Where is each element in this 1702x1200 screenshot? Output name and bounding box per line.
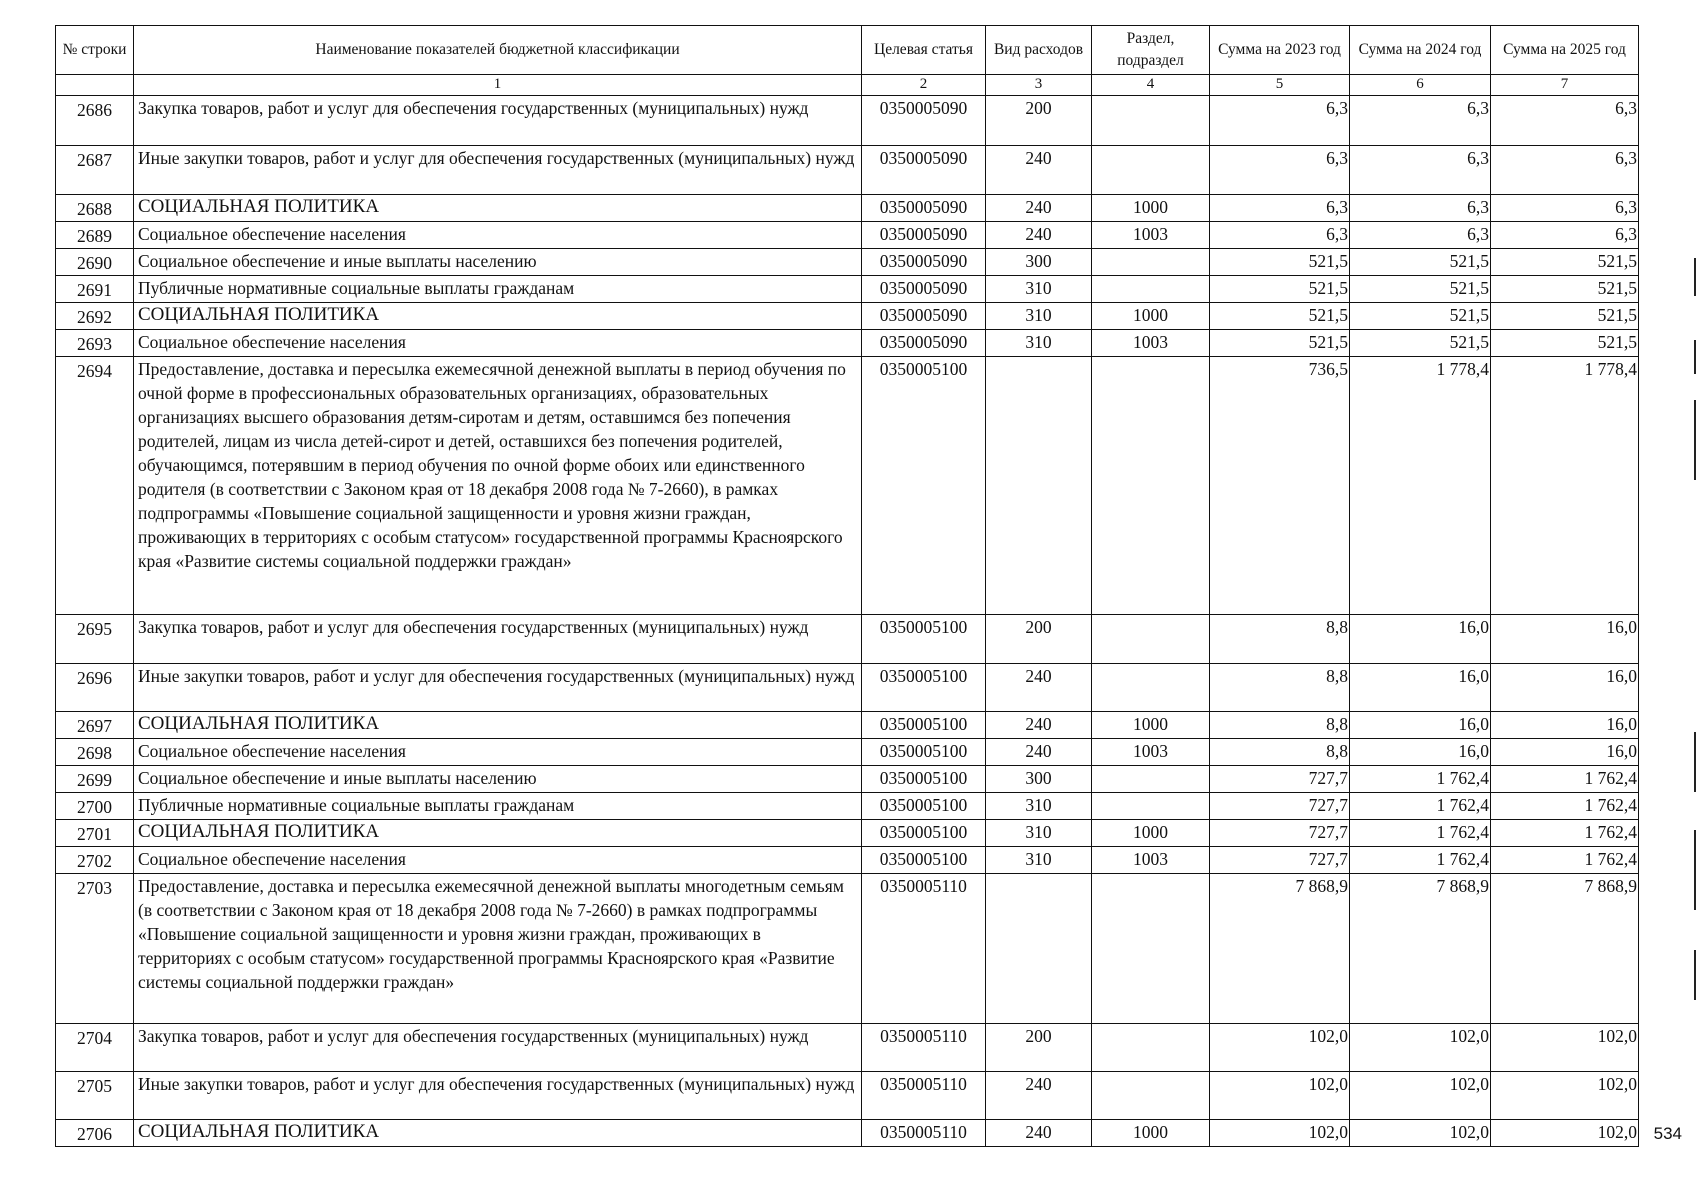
- row-section: 1003: [1092, 847, 1210, 874]
- table-row: [56, 222, 1639, 249]
- row-sum-2023: 8,8: [1210, 615, 1350, 664]
- row-name: Закупка товаров, работ и услуг для обеспечения государственных (муниципальных) нужд: [134, 1024, 862, 1072]
- header-sum-2023: Сумма на 2023 год: [1210, 26, 1350, 75]
- table-row: [56, 793, 1639, 820]
- row-expense-type: 240: [986, 1120, 1092, 1147]
- page-number: 534: [1653, 1124, 1682, 1143]
- row-target-code: 0350005100: [862, 766, 986, 793]
- row-sum-2025: 6,3: [1491, 146, 1639, 195]
- table-row: [56, 303, 1639, 330]
- row-section: [1092, 874, 1210, 1024]
- table-row: [56, 874, 1639, 1024]
- table-row: [56, 330, 1639, 357]
- row-number: 2694: [56, 357, 134, 615]
- header-row: [56, 26, 1639, 75]
- row-section: 1000: [1092, 303, 1210, 330]
- row-sum-2025: 7 868,9: [1491, 874, 1639, 1024]
- row-sum-2023: 7 868,9: [1210, 874, 1350, 1024]
- row-sum-2025: 6,3: [1491, 195, 1639, 222]
- row-section: 1000: [1092, 1120, 1210, 1147]
- row-name: Закупка товаров, работ и услуг для обеспечения государственных (муниципальных) нужд: [134, 96, 862, 146]
- row-number: 2704: [56, 1024, 134, 1072]
- row-sum-2023: 727,7: [1210, 847, 1350, 874]
- row-target-code: 0350005110: [862, 1120, 986, 1147]
- row-expense-type: 310: [986, 303, 1092, 330]
- row-sum-2025: 521,5: [1491, 303, 1639, 330]
- row-expense-type: 310: [986, 820, 1092, 847]
- table-row: [56, 664, 1639, 712]
- row-expense-type: 240: [986, 222, 1092, 249]
- column-number-row: [56, 75, 1639, 96]
- row-sum-2023: 736,5: [1210, 357, 1350, 615]
- budget-table: [55, 25, 1639, 1147]
- column-number: 2: [862, 75, 986, 96]
- row-target-code: 0350005110: [862, 1024, 986, 1072]
- row-number: 2692: [56, 303, 134, 330]
- row-expense-type: [986, 874, 1092, 1024]
- row-sum-2023: 6,3: [1210, 195, 1350, 222]
- row-number: 2687: [56, 146, 134, 195]
- row-name: Социальное обеспечение и иные выплаты населению: [134, 766, 862, 793]
- row-expense-type: 240: [986, 1072, 1092, 1120]
- table-row: [56, 820, 1639, 847]
- row-sum-2025: 16,0: [1491, 739, 1639, 766]
- table-row: [56, 615, 1639, 664]
- row-sum-2024: 6,3: [1350, 195, 1491, 222]
- row-name: Публичные нормативные социальные выплаты гражданам: [134, 793, 862, 820]
- row-expense-type: 200: [986, 615, 1092, 664]
- row-sum-2023: 8,8: [1210, 664, 1350, 712]
- column-number: 3: [986, 75, 1092, 96]
- row-sum-2023: 521,5: [1210, 330, 1350, 357]
- row-section: [1092, 276, 1210, 303]
- row-sum-2025: 16,0: [1491, 615, 1639, 664]
- row-section: [1092, 249, 1210, 276]
- row-target-code: 0350005110: [862, 1072, 986, 1120]
- header-section: Раздел, подраздел: [1092, 26, 1210, 75]
- row-target-code: 0350005100: [862, 847, 986, 874]
- row-sum-2024: 6,3: [1350, 96, 1491, 146]
- row-sum-2023: 521,5: [1210, 276, 1350, 303]
- row-number: 2689: [56, 222, 134, 249]
- row-number: 2706: [56, 1120, 134, 1147]
- scan-edge-mark: [1694, 258, 1696, 296]
- row-section: [1092, 1072, 1210, 1120]
- row-sum-2025: 6,3: [1491, 222, 1639, 249]
- row-number: 2705: [56, 1072, 134, 1120]
- row-sum-2025: 102,0: [1491, 1120, 1639, 1147]
- row-sum-2023: 727,7: [1210, 820, 1350, 847]
- table-row: [56, 1120, 1639, 1147]
- scan-edge-mark: [1694, 340, 1696, 374]
- table-body: [56, 96, 1639, 1147]
- row-sum-2023: 102,0: [1210, 1072, 1350, 1120]
- table-row: [56, 276, 1639, 303]
- row-sum-2023: 6,3: [1210, 222, 1350, 249]
- row-name: Предоставление, доставка и пересылка ежемесячной денежной выплаты в период обучения по очной форме в профессиональных образовательных организациях, образовательных организациях высшего образования детям-сиротам и детям, оставшимся без попечения родителей, лицам из числа детей-сирот и детей, оставшихся без попечения родителей, обучающимся, потерявшим в период обучения по очной форме обоих или единственного родителя (в соответствии с Законом края от 18 декабря 2008 года № 7-2660), в рамках подпрограммы «Повышение социальной защищенности и уровня жизни граждан, проживающих в территориях с особым статусом» государственной программы Красноярского края «Развитие системы социальной поддержки граждан»: [134, 357, 862, 615]
- scan-edge-mark: [1694, 400, 1696, 480]
- row-sum-2024: 1 762,4: [1350, 847, 1491, 874]
- row-sum-2025: 1 778,4: [1491, 357, 1639, 615]
- row-target-code: 0350005100: [862, 664, 986, 712]
- row-expense-type: 310: [986, 276, 1092, 303]
- row-sum-2024: 16,0: [1350, 615, 1491, 664]
- row-number: 2691: [56, 276, 134, 303]
- row-sum-2024: 6,3: [1350, 222, 1491, 249]
- row-section: [1092, 766, 1210, 793]
- row-sum-2024: 16,0: [1350, 664, 1491, 712]
- column-number: 5: [1210, 75, 1350, 96]
- column-number: 6: [1350, 75, 1491, 96]
- row-sum-2025: 102,0: [1491, 1072, 1639, 1120]
- header-name: Наименование показателей бюджетной классификации: [134, 26, 862, 75]
- row-target-code: 0350005090: [862, 146, 986, 195]
- row-number: 2693: [56, 330, 134, 357]
- row-sum-2024: 521,5: [1350, 330, 1491, 357]
- row-sum-2024: 102,0: [1350, 1072, 1491, 1120]
- row-section: [1092, 1024, 1210, 1072]
- row-section: 1000: [1092, 712, 1210, 739]
- row-sum-2024: 7 868,9: [1350, 874, 1491, 1024]
- row-sum-2025: 521,5: [1491, 330, 1639, 357]
- row-sum-2024: 102,0: [1350, 1120, 1491, 1147]
- row-sum-2023: 6,3: [1210, 146, 1350, 195]
- column-number: 1: [134, 75, 862, 96]
- header-target: Целевая статья: [862, 26, 986, 75]
- row-name: Предоставление, доставка и пересылка ежемесячной денежной выплаты многодетным семьям (в соответствии с Законом края от 18 декабря 2008 года № 7-2660) в рамках подпрограммы «Повышение социальной защищенности и уровня жизни граждан, проживающих в территориях с особым статусом» государственной программы Красноярского края «Развитие системы социальной поддержки граждан»: [134, 874, 862, 1024]
- row-section: [1092, 357, 1210, 615]
- row-expense-type: 240: [986, 739, 1092, 766]
- row-sum-2025: 1 762,4: [1491, 766, 1639, 793]
- row-name: Социальное обеспечение населения: [134, 222, 862, 249]
- row-sum-2023: 727,7: [1210, 766, 1350, 793]
- row-number: 2701: [56, 820, 134, 847]
- row-target-code: 0350005100: [862, 712, 986, 739]
- header-row-no: № строки: [56, 26, 134, 75]
- row-sum-2024: 16,0: [1350, 739, 1491, 766]
- row-name: СОЦИАЛЬНАЯ ПОЛИТИКА: [134, 195, 862, 222]
- row-sum-2025: 521,5: [1491, 276, 1639, 303]
- row-sum-2024: 102,0: [1350, 1024, 1491, 1072]
- row-section: 1003: [1092, 330, 1210, 357]
- row-sum-2025: 16,0: [1491, 664, 1639, 712]
- row-sum-2024: 1 762,4: [1350, 820, 1491, 847]
- row-number: 2690: [56, 249, 134, 276]
- row-name: СОЦИАЛЬНАЯ ПОЛИТИКА: [134, 820, 862, 847]
- row-target-code: 0350005100: [862, 615, 986, 664]
- row-expense-type: 310: [986, 847, 1092, 874]
- table-row: [56, 1024, 1639, 1072]
- table-row: [56, 712, 1639, 739]
- row-name: СОЦИАЛЬНАЯ ПОЛИТИКА: [134, 1120, 862, 1147]
- row-section: [1092, 96, 1210, 146]
- table-row: [56, 96, 1639, 146]
- row-sum-2025: 1 762,4: [1491, 793, 1639, 820]
- row-sum-2025: 1 762,4: [1491, 820, 1639, 847]
- row-sum-2023: 6,3: [1210, 96, 1350, 146]
- table-row: [56, 357, 1639, 615]
- row-sum-2023: 521,5: [1210, 303, 1350, 330]
- row-target-code: 0350005100: [862, 739, 986, 766]
- row-sum-2024: 1 762,4: [1350, 766, 1491, 793]
- row-sum-2025: 16,0: [1491, 712, 1639, 739]
- scan-edge-mark: [1694, 830, 1696, 910]
- row-number: 2695: [56, 615, 134, 664]
- row-number: 2697: [56, 712, 134, 739]
- table-row: [56, 195, 1639, 222]
- header-sum-2024: Сумма на 2024 год: [1350, 26, 1491, 75]
- row-number: 2686: [56, 96, 134, 146]
- row-section: [1092, 615, 1210, 664]
- row-number: 2698: [56, 739, 134, 766]
- row-section: [1092, 664, 1210, 712]
- header-type: Вид расходов: [986, 26, 1092, 75]
- row-expense-type: 200: [986, 1024, 1092, 1072]
- row-name: Социальное обеспечение населения: [134, 739, 862, 766]
- table-row: [56, 766, 1639, 793]
- row-sum-2023: 727,7: [1210, 793, 1350, 820]
- row-target-code: 0350005090: [862, 303, 986, 330]
- row-section: 1000: [1092, 820, 1210, 847]
- row-number: 2703: [56, 874, 134, 1024]
- row-sum-2024: 6,3: [1350, 146, 1491, 195]
- row-name: Социальное обеспечение населения: [134, 330, 862, 357]
- row-name: Иные закупки товаров, работ и услуг для обеспечения государственных (муниципальных) нужд: [134, 146, 862, 195]
- column-number-blank: [56, 75, 134, 96]
- row-expense-type: 200: [986, 96, 1092, 146]
- table-row: [56, 146, 1639, 195]
- row-expense-type: 240: [986, 195, 1092, 222]
- row-expense-type: [986, 357, 1092, 615]
- table-row: [56, 739, 1639, 766]
- row-target-code: 0350005090: [862, 249, 986, 276]
- row-sum-2024: 521,5: [1350, 276, 1491, 303]
- row-target-code: 0350005090: [862, 222, 986, 249]
- row-section: 1000: [1092, 195, 1210, 222]
- row-sum-2023: 8,8: [1210, 712, 1350, 739]
- row-name: Иные закупки товаров, работ и услуг для обеспечения государственных (муниципальных) нужд: [134, 664, 862, 712]
- row-sum-2024: 1 778,4: [1350, 357, 1491, 615]
- row-expense-type: 310: [986, 330, 1092, 357]
- row-section: [1092, 793, 1210, 820]
- row-target-code: 0350005110: [862, 874, 986, 1024]
- row-number: 2688: [56, 195, 134, 222]
- row-sum-2025: 1 762,4: [1491, 847, 1639, 874]
- row-expense-type: 300: [986, 766, 1092, 793]
- column-number: 4: [1092, 75, 1210, 96]
- row-expense-type: 240: [986, 146, 1092, 195]
- table-row: [56, 1072, 1639, 1120]
- row-section: 1003: [1092, 222, 1210, 249]
- row-sum-2024: 1 762,4: [1350, 793, 1491, 820]
- row-name: Закупка товаров, работ и услуг для обеспечения государственных (муниципальных) нужд: [134, 615, 862, 664]
- row-name: Иные закупки товаров, работ и услуг для обеспечения государственных (муниципальных) нужд: [134, 1072, 862, 1120]
- row-name: Социальное обеспечение населения: [134, 847, 862, 874]
- row-name: Социальное обеспечение и иные выплаты населению: [134, 249, 862, 276]
- row-expense-type: 240: [986, 664, 1092, 712]
- row-sum-2025: 102,0: [1491, 1024, 1639, 1072]
- row-target-code: 0350005090: [862, 276, 986, 303]
- row-sum-2023: 102,0: [1210, 1024, 1350, 1072]
- column-number: 7: [1491, 75, 1639, 96]
- row-sum-2024: 521,5: [1350, 303, 1491, 330]
- table-row: [56, 249, 1639, 276]
- scan-edge-mark: [1694, 950, 1696, 1000]
- row-number: 2700: [56, 793, 134, 820]
- table-row: [56, 847, 1639, 874]
- row-target-code: 0350005090: [862, 330, 986, 357]
- row-number: 2702: [56, 847, 134, 874]
- row-target-code: 0350005100: [862, 357, 986, 615]
- row-sum-2023: 8,8: [1210, 739, 1350, 766]
- row-target-code: 0350005090: [862, 96, 986, 146]
- header-sum-2025: Сумма на 2025 год: [1491, 26, 1639, 75]
- row-name: СОЦИАЛЬНАЯ ПОЛИТИКА: [134, 303, 862, 330]
- row-expense-type: 310: [986, 793, 1092, 820]
- row-section: 1003: [1092, 739, 1210, 766]
- row-sum-2025: 521,5: [1491, 249, 1639, 276]
- scan-edge-mark: [1694, 732, 1696, 792]
- row-sum-2025: 6,3: [1491, 96, 1639, 146]
- row-sum-2024: 16,0: [1350, 712, 1491, 739]
- row-number: 2696: [56, 664, 134, 712]
- row-name: СОЦИАЛЬНАЯ ПОЛИТИКА: [134, 712, 862, 739]
- row-target-code: 0350005090: [862, 195, 986, 222]
- row-target-code: 0350005100: [862, 793, 986, 820]
- row-sum-2023: 102,0: [1210, 1120, 1350, 1147]
- budget-table-sheet: [55, 25, 1638, 1147]
- row-section: [1092, 146, 1210, 195]
- row-sum-2023: 521,5: [1210, 249, 1350, 276]
- row-sum-2024: 521,5: [1350, 249, 1491, 276]
- row-target-code: 0350005100: [862, 820, 986, 847]
- row-expense-type: 300: [986, 249, 1092, 276]
- row-expense-type: 240: [986, 712, 1092, 739]
- row-name: Публичные нормативные социальные выплаты гражданам: [134, 276, 862, 303]
- row-number: 2699: [56, 766, 134, 793]
